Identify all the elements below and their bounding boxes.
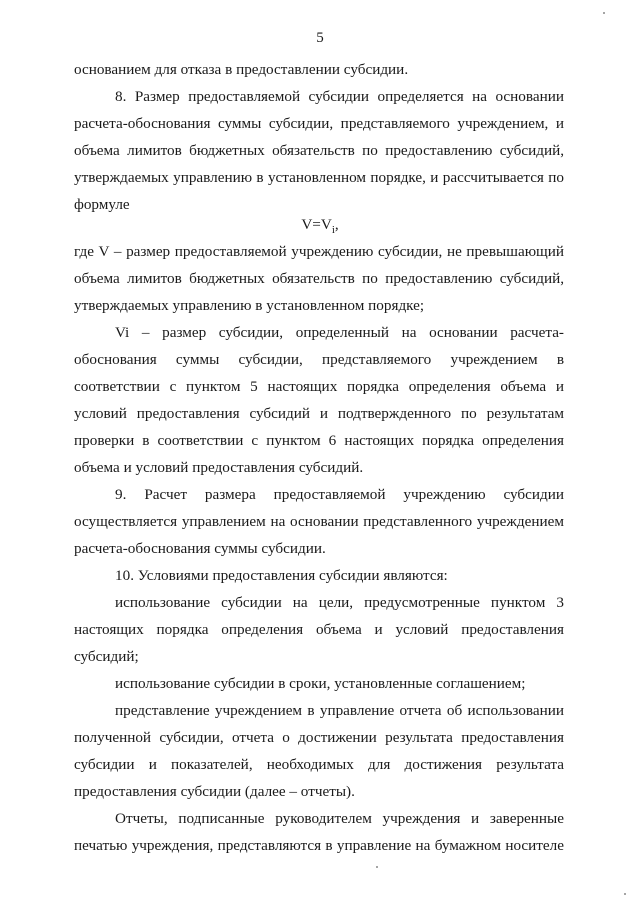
text-line: представление учреждением в управление отчета об использовании	[115, 702, 564, 719]
scan-speck	[603, 12, 605, 14]
text-line: объема лимитов бюджетных обязательств по предоставлению субсидий,	[74, 270, 564, 287]
text-line: утверждаемых управлению в установленном порядке;	[74, 297, 425, 314]
formula: $V=V_i$,	[301, 216, 339, 237]
scan-speck	[624, 893, 626, 895]
text-line: соответствии с пунктом 5 настоящих порядка определения объема и	[74, 378, 564, 395]
text-line: настоящих порядка определения объема и условий предоставления	[74, 621, 564, 638]
text-line: объема лимитов бюджетных обязательств по предоставлению субсидий,	[74, 142, 564, 159]
text-line: полученной субсидии, отчета о достижении результата предоставления	[74, 729, 564, 746]
text-line: проверки в соответствии с пунктом 6 настоящих порядка определения	[74, 432, 564, 449]
text-line: где V – размер предоставляемой учреждению субсидии, не превышающий	[74, 243, 564, 260]
text-line: Vi – размер субсидии, определенный на основании расчета-	[115, 324, 564, 341]
text-line: 10. Условиями предоставления субсидии являются:	[115, 567, 448, 584]
text-line: формуле	[74, 196, 130, 213]
text-line: 9. Расчет размера предоставляемой учреждению субсидии	[115, 486, 564, 503]
text-line: субсидий;	[74, 648, 139, 665]
text-line: субсидии и показателей, необходимых для достижения результата	[74, 756, 564, 773]
text-line: условий предоставления субсидий и подтвержденного по результатам	[74, 405, 564, 422]
text-line: основанием для отказа в предоставлении субсидии.	[74, 61, 409, 78]
text-line: 8. Размер предоставляемой субсидии определяется на основании	[115, 88, 564, 105]
text-line: осуществляется управлением на основании представленного учреждением	[74, 513, 564, 530]
text-line: использование субсидии на цели, предусмотренные пунктом 3	[115, 594, 564, 611]
text-line: предоставления субсидии (далее – отчеты).	[74, 783, 355, 800]
text-line: объема и условий предоставления субсидий.	[74, 459, 364, 476]
scan-speck	[376, 866, 378, 868]
text-line: обоснования суммы субсидии, представляемого учреждением в	[74, 351, 564, 368]
page-number: 5	[316, 30, 324, 46]
text-line: расчета-обоснования суммы субсидии.	[74, 540, 326, 557]
formula-subscript: i	[331, 224, 335, 237]
text-line: Отчеты, подписанные руководителем учреждения и заверенные	[115, 810, 564, 827]
text-line: расчета-обоснования суммы субсидии, представляемого учреждением, и	[74, 115, 564, 132]
text-line: использование субсидии в сроки, установленные соглашением;	[115, 675, 526, 692]
text-line: утверждаемых управлению в установленном порядке, и рассчитывается по	[74, 169, 564, 186]
text-line: печатью учреждения, представляются в управление на бумажном носителе	[74, 837, 564, 854]
